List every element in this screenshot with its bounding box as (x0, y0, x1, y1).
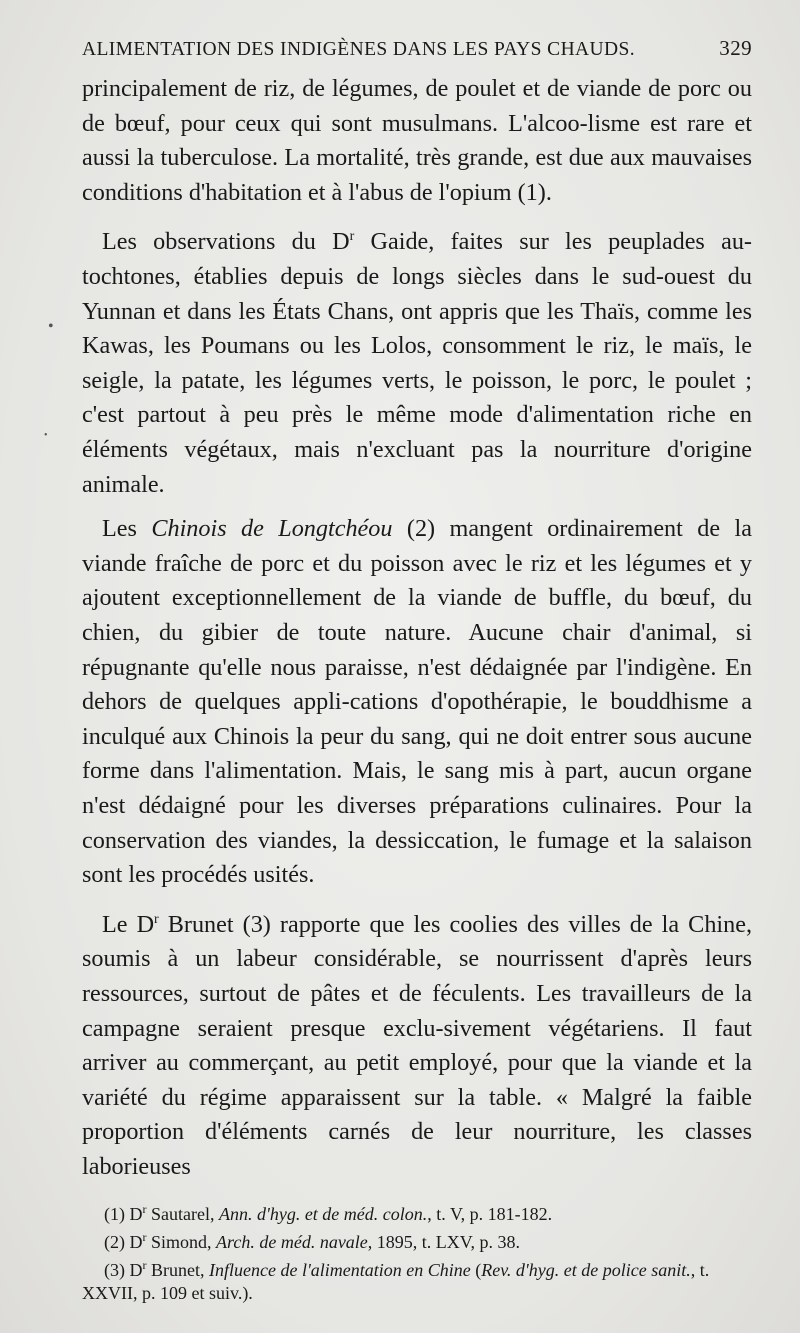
footnote-reference: , t. XXVII, p. 109 et suiv.). (82, 1260, 710, 1303)
paragraph-1 (82, 72, 752, 210)
margin-dot: • (44, 430, 48, 441)
page-number: 329 (719, 36, 752, 60)
footnote-title: D (129, 1260, 143, 1280)
margin-dot: • (48, 318, 54, 335)
paragraph-1-text-a: principalement de riz, de légumes, de poulet et de viande de porc ou de bœuf, pour ceux qui sont musulmans. L'alcoo- (82, 75, 752, 137)
footnote-1 (82, 1198, 752, 1226)
footnote-paren: ( (470, 1260, 482, 1280)
footnote-number: (1) (104, 1204, 125, 1224)
paragraph-1-text-b: lisme est rare et aussi la tuberculose. La mortalité, très grande, est due aux mauvaises conditions d'habitation et à l'abus de l'opium (1). (82, 109, 752, 206)
footnote-source: Arch. de méd. navale (216, 1232, 368, 1252)
paragraph-4-text-c: sivement végétariens. Il faut arriver au commerçant, au petit employé, pour que la viande et la variété du régime apparaissent sur la table. « Malgré la faible proportion d'éléments carnés de leur nourriture, les classes laborieuses (82, 1014, 752, 1180)
footnote-journal: Rev. d'hyg. et de police sanit. (481, 1260, 691, 1280)
running-title: ALIMENTATION DES INDIGÈNES DANS LES PAYS CHAUDS. (82, 39, 636, 60)
footnote-number: (3) (104, 1260, 125, 1280)
paragraph-3 (82, 512, 752, 893)
paragraph-3-text-c: cations d'opothérapie, le bouddhisme a inculqué aux Chinois la peur du sang, qui ne doit entrer sous aucune forme dans l'alimentation. Mais, le sang mis à part, aucun organe n'est dédaigné pour les diverses préparations culinaires. Pour la conservation des viandes, la dessiccation, le fumage et la salaison sont les procédés usités. (82, 688, 752, 889)
footnote-author: Simond, (146, 1232, 217, 1252)
paragraph-3-text-a: Les (102, 515, 152, 543)
footnote-author: Brunet, (146, 1260, 209, 1280)
footnote-title: D (129, 1232, 143, 1252)
footnote-title: D (129, 1204, 143, 1224)
footnote-author: Sautarel, (146, 1204, 219, 1224)
paragraph-2-text-b: Gaide, faites sur les peuplades au- (354, 228, 752, 256)
superscript-r: r (142, 1202, 147, 1216)
footnote-reference: , 1895, t. LXV, p. 38. (367, 1232, 520, 1252)
superscript-r: r (142, 1258, 147, 1272)
footnote-3 (82, 1254, 752, 1305)
superscript-r: r (142, 1230, 147, 1244)
superscript-r: r (154, 911, 159, 927)
paragraph-3-text-b: (2) mangent ordinairement de la viande fraîche de porc et du poisson avec le riz et les légumes et y ajoutent exceptionnellement de la viande de buffle, du bœuf, du chien, du gibier de toute nature. Aucune chair d'animal, si répugnante qu'elle nous paraisse, n'est dédaignée par l'indigène. En dehors de quelques appli- (82, 515, 752, 716)
superscript-r: r (349, 229, 355, 245)
body-text (82, 72, 752, 1185)
running-header (82, 36, 752, 61)
footnote-source: Ann. d'hyg. et de méd. colon. (218, 1204, 428, 1224)
paragraph-2-text-a: Les observations du D (102, 228, 350, 256)
footnotes (82, 1198, 752, 1305)
footnote-number: (2) (104, 1232, 125, 1252)
paragraph-4-text-a: Le D (102, 910, 155, 938)
paragraph-3-italic: Chinois de Longtchéou (151, 515, 393, 543)
paragraph-4-text-b: Brunet (3) rapporte que les coolies des villes de la Chine, soumis à un labeur considérable, se nourrissent d'après leurs ressources, surtout de pâtes et de féculents. Les travailleurs de la campagne seraient presque exclu- (82, 910, 753, 1042)
footnote-2 (82, 1226, 752, 1254)
paragraph-4 (82, 903, 752, 1185)
footnote-source: Influence de l'alimentation en Chine (209, 1260, 471, 1280)
paragraph-2 (82, 220, 752, 502)
paragraph-2-text-c: tochtones, établies depuis de longs siècles dans le sud-ouest du Yunnan et dans les États Chans, ont appris que les Thaïs, comme les Kawas, les Poumans ou les Lolos, consomment le riz, le maïs, le seigle, la patate, les légumes verts, le poisson, le porc, le poulet ; c'est partout à peu près le même mode d'alimentation riche en éléments végétaux, mais n'excluant pas la nourriture d'origine animale. (82, 263, 752, 498)
footnote-reference: , t. V, p. 181-182. (427, 1204, 553, 1224)
